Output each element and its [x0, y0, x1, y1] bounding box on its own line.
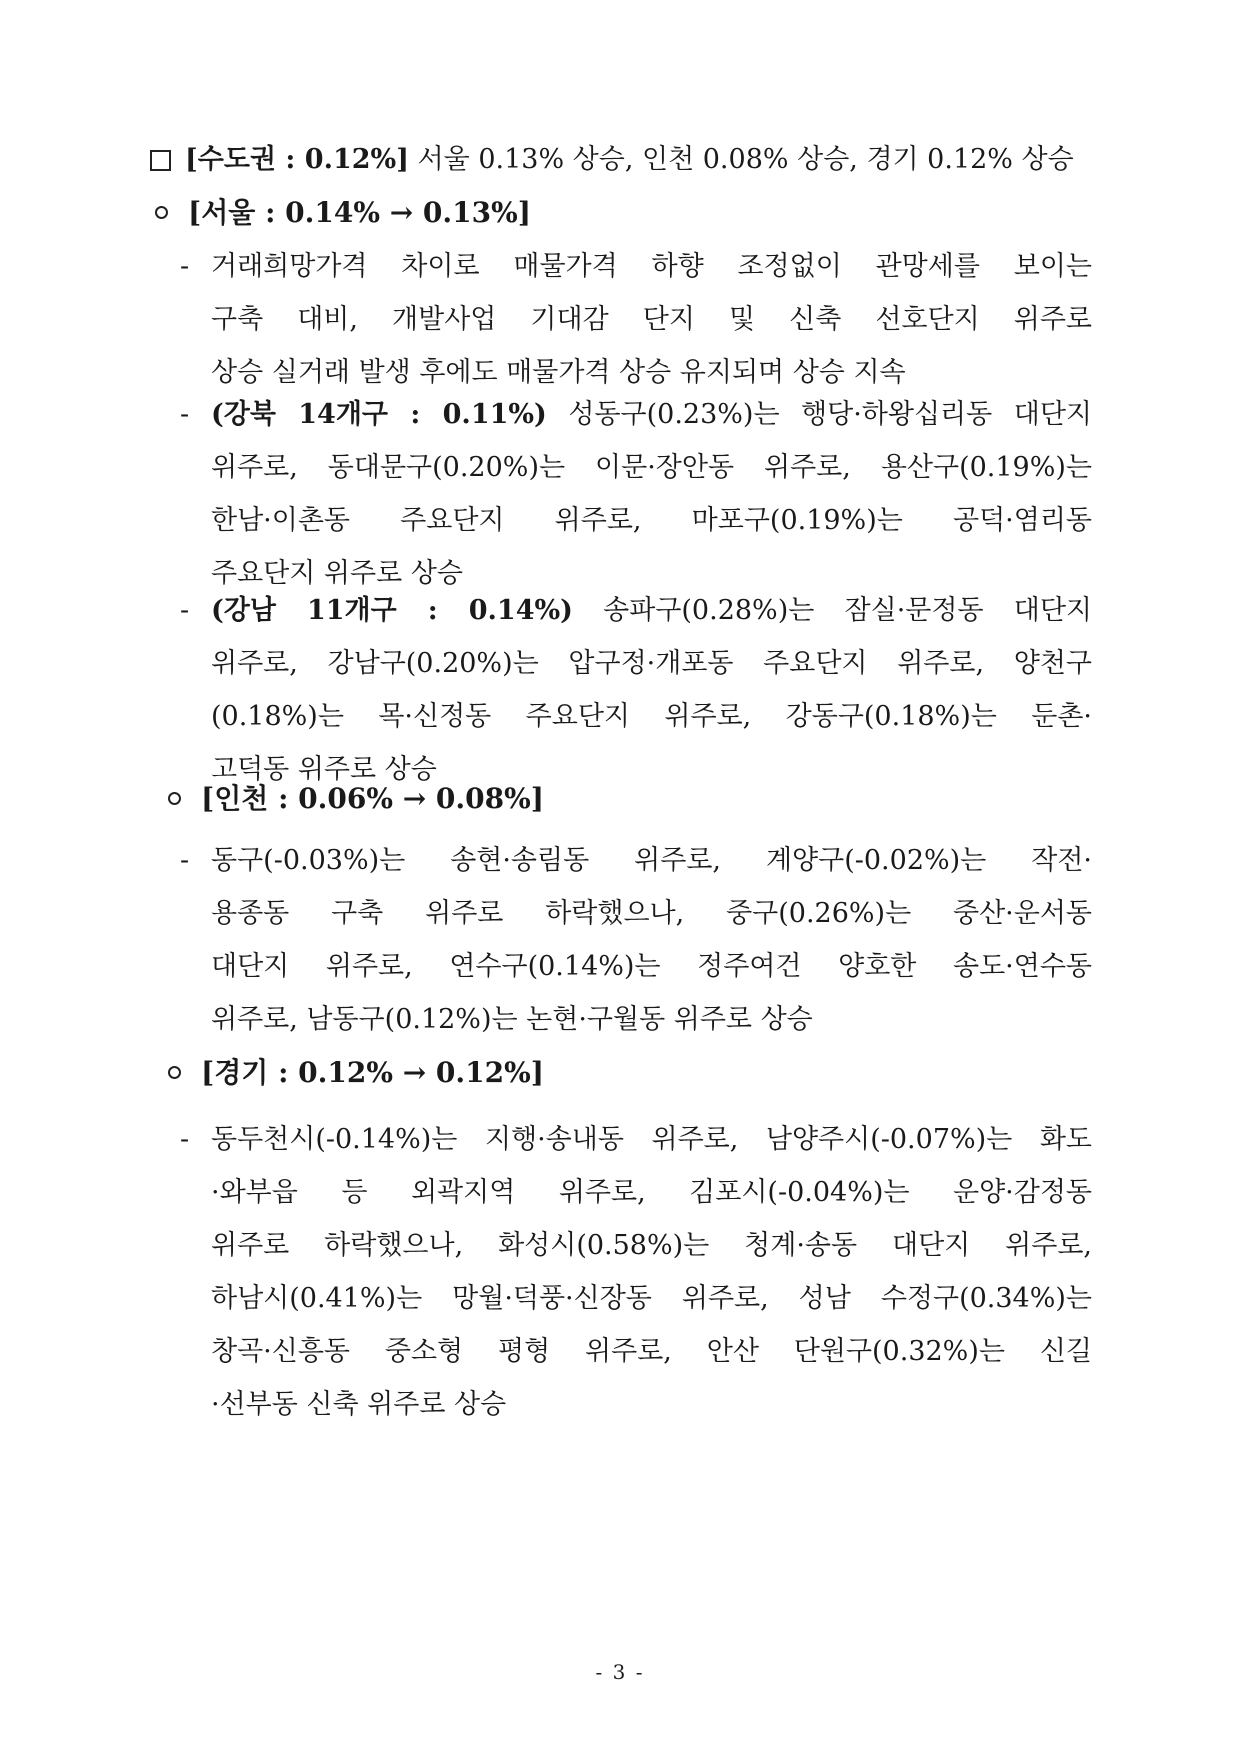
gangnam-label: (강남 11개구 : 0.14%): [211, 595, 573, 626]
dash-bullet: -: [180, 595, 190, 626]
gyeonggi-heading-text: [경기 : 0.12% → 0.12%]: [201, 1056, 544, 1089]
seoul-heading-text: [서울 : 0.14% → 0.13%]: [188, 196, 531, 229]
paragraph-line: 거래희망가격 차이로 매물가격 하향 조정없이 관망세를 보이는: [211, 251, 1092, 282]
headline-text: 서울 0.13% 상승, 인천 0.08% 상승, 경기 0.12% 상승: [417, 144, 1074, 175]
paragraph-line: ·와부읍 등 외곽지역 위주로, 김포시(-0.04%)는 운양·감정동: [211, 1177, 1092, 1208]
circle-bullet-icon: [168, 792, 181, 805]
paragraph-line: (0.18%)는 목·신정동 주요단지 위주로, 강동구(0.18%)는 둔촌·: [211, 701, 1092, 732]
paragraph-line: ·선부동 신축 위주로 상승: [211, 1389, 507, 1420]
circle-bullet-icon: [155, 206, 168, 219]
circle-bullet-icon: [168, 1066, 181, 1079]
paragraph-line: 한남·이촌동 주요단지 위주로, 마포구(0.19%)는 공덕·염리동: [211, 505, 1092, 536]
paragraph-line: 하남시(0.41%)는 망월·덕풍·신장동 위주로, 성남 수정구(0.34%)는: [211, 1283, 1092, 1314]
paragraph-line: 위주로, 강남구(0.20%)는 압구정·개포동 주요단지 위주로, 양천구: [211, 648, 1092, 679]
gangnam-paragraph: [180, 584, 1092, 796]
paragraph-line: 위주로, 남동구(0.12%)는 논현·구월동 위주로 상승: [211, 1004, 813, 1035]
gangbuk-line-text: 성동구(0.23%)는 행당·하왕십리동 대단지: [568, 399, 1092, 430]
paragraph-line: 주요단지 위주로 상승: [211, 558, 463, 589]
headline-label: [수도권 : 0.12%]: [185, 144, 409, 175]
dash-bullet: -: [180, 399, 190, 430]
paragraph-line: 동두천시(-0.14%)는 지행·송내동 위주로, 남양주시(-0.07%)는 화도: [211, 1124, 1092, 1155]
gyeonggi-heading: [168, 1053, 544, 1093]
paragraph-line: 고덕동 위주로 상승: [211, 754, 437, 785]
paragraph-line: 대단지 위주로, 연수구(0.14%)는 정주여건 양호한 송도·연수동: [211, 951, 1092, 982]
dash-bullet: -: [180, 251, 190, 282]
paragraph-line: 상승 실거래 발생 후에도 매물가격 상승 유지되며 상승 지속: [211, 357, 906, 388]
incheon-heading: [168, 779, 544, 819]
seoul-heading: [155, 193, 531, 233]
gangbuk-label: (강북 14개구 : 0.11%): [211, 399, 547, 430]
dash-bullet: -: [180, 1124, 190, 1155]
gangbuk-paragraph: [180, 388, 1092, 600]
paragraph-line: 동구(-0.03%)는 송현·송림동 위주로, 계양구(-0.02%)는 작전·: [211, 845, 1092, 876]
paragraph-line: 용종동 구축 위주로 하락했으나, 중구(0.26%)는 중산·운서동: [211, 898, 1092, 929]
incheon-heading-text: [인천 : 0.06% → 0.08%]: [201, 782, 544, 815]
headline: [150, 140, 1090, 180]
paragraph-line: 창곡·신흥동 중소형 평형 위주로, 안산 단원구(0.32%)는 신길: [211, 1336, 1092, 1367]
paragraph-line: [180, 388, 1092, 441]
gyeonggi-paragraph: [180, 1113, 1092, 1431]
incheon-paragraph: [180, 834, 1092, 1046]
gangnam-line-text: 송파구(0.28%)는 잠실·문정동 대단지: [603, 595, 1092, 626]
page-number: - 3 -: [595, 1660, 645, 1684]
paragraph-line: 구축 대비, 개발사업 기대감 단지 및 신축 선호단지 위주로: [211, 304, 1092, 335]
paragraph-line: 위주로, 동대문구(0.20%)는 이문·장안동 위주로, 용산구(0.19%)는: [211, 452, 1092, 483]
paragraph-line: [180, 584, 1092, 637]
dash-bullet: -: [180, 845, 190, 876]
paragraph-line: 위주로 하락했으나, 화성시(0.58%)는 청계·송동 대단지 위주로,: [211, 1230, 1092, 1261]
seoul-paragraph-1: [180, 240, 1092, 399]
checkbox-square-icon: [150, 150, 171, 171]
